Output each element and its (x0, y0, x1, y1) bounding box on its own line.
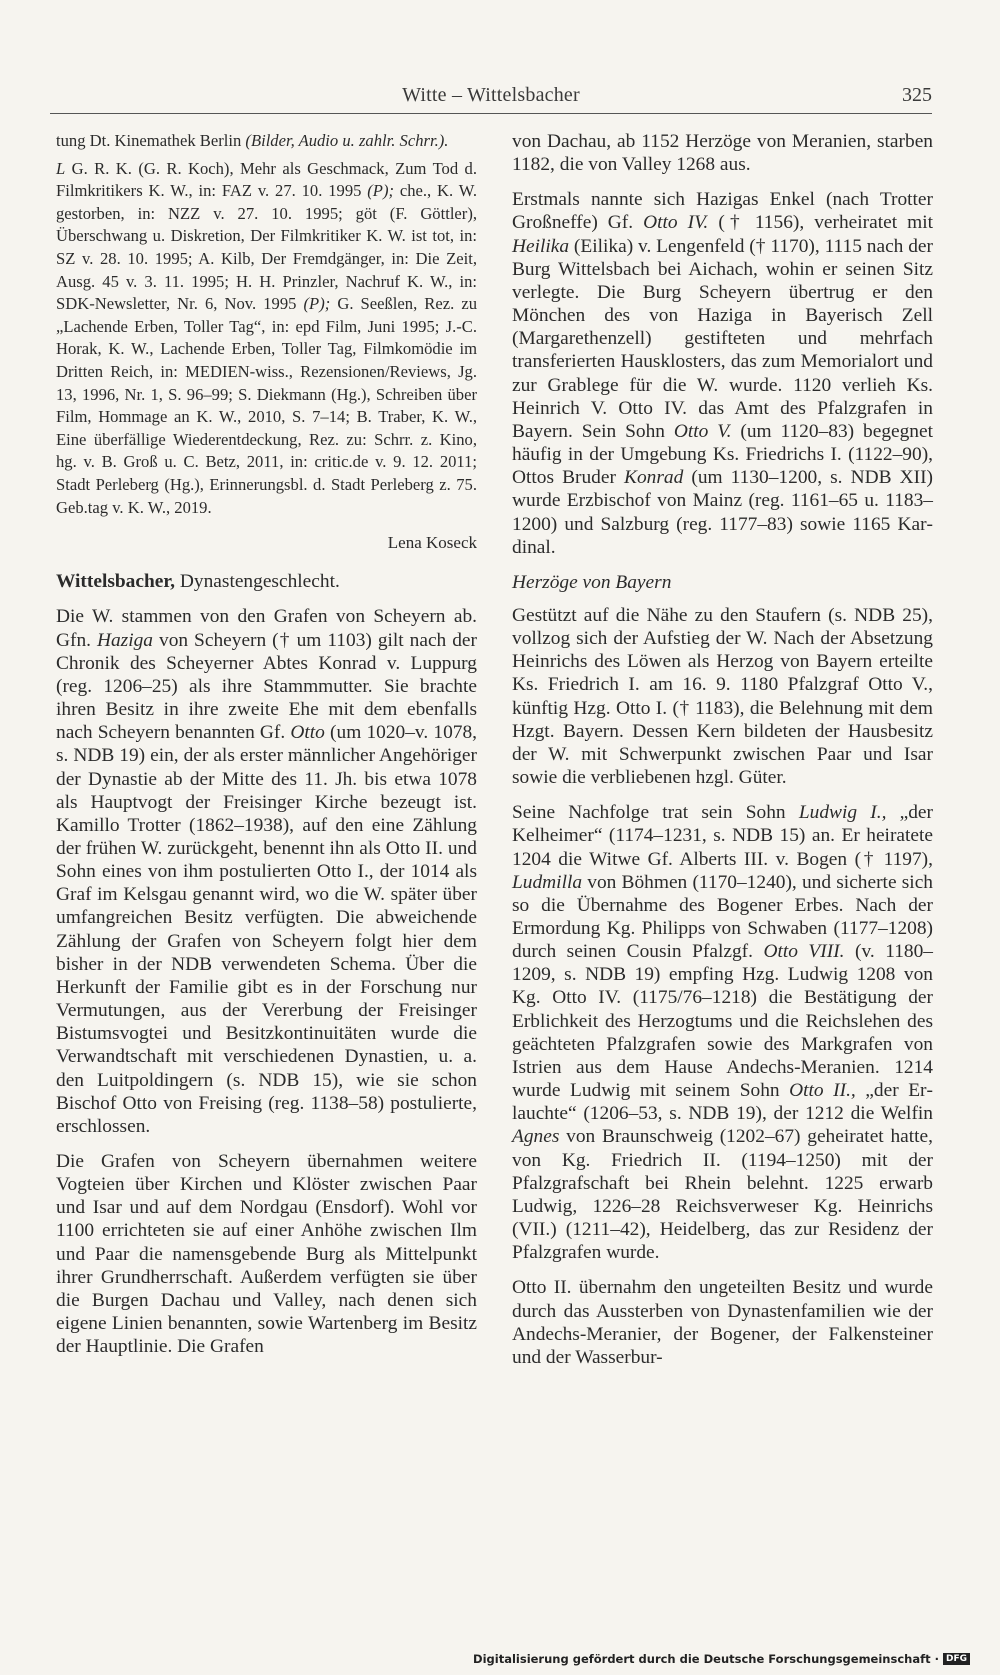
dfg-logo: DFG (943, 1653, 970, 1665)
running-header (50, 84, 932, 114)
text-run: Otto V. (673, 420, 732, 442)
paragraph (512, 604, 933, 789)
text-run: (um 1020–v. 1078, s. NDB 19) ein, der als erster männlicher Angehöriger der Dynastie ab der Mitte des 11. Jh. bis etwa 1078 als Hauptvogt der Freisinger Kirche bezeugt ist. Kamillo Trotter (1862–1938), auf den eine Zählung der frühen W. zurückgeht, benennt ihn als Otto II. und Sohn eines von ihm postulierten Otto I., der 1014 als Graf im Kelsgau genannt wird, wo die W. später über umfangreichen Besitz verfügten. Die abweichende Zählung der Grafen von Scheyern folgt hier dem bisher in der NDB verwendeten Schema. Über die Herkunft der Familie gibt es in der Forschung nur Vermutungen, aus der Vererbung der Freisinger Bistumsvogtei und Besitzkontinuitäten wurde die Verwandtschaft mit verschiedenen Dynastien, u. a. den Luitpoldingern (s. NDB 15), wie sie schon Bischof Otto von Freising (reg. 1138–58) postulierte, erschlossen. (56, 722, 478, 1137)
paragraph (56, 1150, 477, 1358)
text-run: che., K. W. gestorben, in: NZZ v. 27. 10. 1995; göt (F. Göttler), Überschwang u. Diskretion, Der Filmkritiker K. W. ist tot, in: SZ v. 28. 10. 1995; A. Kilb, Der Fremdgänger, in: Die Zeit, Ausg. 45 v. 3. 11. 1995; H. H. Prinzler, Nachruf K. W., in: SDK-Newsletter, Nr. 6, Nov. 1995 (56, 181, 478, 314)
text-run: (um 1130–1200, s. NDB XII) wurde Erzbischof von Mainz (reg. 1161–65 u. 1183–1200) und Salzburg (reg. 1177–83) sowie 1165 Kardinal. (512, 467, 933, 558)
text-run: Konrad (624, 467, 684, 489)
text-run: Heilika (512, 235, 570, 257)
text-run: Ludwig I., (798, 802, 887, 824)
text-run: von Böhmen (1170–1240), und sicherte sich so die Übernahme des Bogener Erbes. Nach der Ermordung Kg. Philipps von Schwaben (1177–1208) durch seinen Cousin Pfalzgf. (512, 871, 933, 963)
article-author: Lena Koseck (387, 533, 477, 553)
text-run: (Bilder, Audio u. zahlr. Schrr.). (245, 131, 449, 150)
text-run: tung Dt. Kinemathek Berlin (56, 131, 246, 150)
text-run: Haziga (96, 629, 154, 651)
text-run: von Braunschweig (1202–67) geheiratet hatte, von Kg. Friedrich II. (1194–1250) mit der Pfalzgrafschaft bei Rhein belehnt. 1225 erwarb Ludwig, 1226–28 Reichsverweser Kg. Heinrichs (VII.) (1211–42), Heidelberg, das zur Residenz der Pfalzgrafen wurde. (512, 1126, 933, 1264)
text-run: Otto VIII. (763, 941, 845, 963)
text-run: „der Kelheimer“ (1174–1231, s. NDB 15) an. Er heiratete 1204 die Witwe Gf. Alberts III. v. Bogen († 1197), (512, 802, 934, 870)
text-run: G. Seeßlen, Rez. zu „Lachende Erben, Toller Tag“, in: epd Film, Juni 1995; J.-C. Horak, K. W., Lachende Erben, Toller Tag, Filmkomödie im Dritten Reich, in: MEDIEN-wiss., Rezensionen/Reviews, Jg. 13, 1996, Nr. 1, S. 96–99; S. Diekmann (Hg.), Schreiben über Film, Hommage an K. W., 2010, S. 7–14; B. Traber, K. W., Eine überfällige Wiederentdeckung, Rez. zu: Schrr. z. Kino, hg. v. B. Groß u. C. Betz, 2011, in: critic.de v. 9. 12. 2011; Stadt Perleberg (Hg.), Erinnerungsbl. d. Stadt Perleberg z. 75. Geb.tag v. K. W., 2019. (56, 294, 477, 517)
text-run: Seine Nachfolge trat sein Sohn (512, 802, 799, 824)
text-run: (v. 1180–1209, s. NDB 19) empfing Hzg. Ludwig 1208 von Kg. Otto IV. (1175/76–1218) die Bestätigung der Erblichkeit des Herzogtums und die Reichslehen des geächteten Pfalzgrafen sowie des Markgrafen von Istrien aus dem Hause Andechs-Meranien. 1214 wurde Ludwig mit seinem Sohn (512, 941, 934, 1102)
text-run: G. R. K. (G. R. Koch), Mehr als Geschmack, Zum Tod d. Filmkritikers K. W., in: FAZ v. 27. 10. 1995 (56, 158, 477, 201)
text-run: von Scheyern († um 1103) gilt nach der Chronik des Scheyerner Abtes Konrad v. Luppurg (reg. 1206–25) als ihre Stammmutter. Sie brachte ihren Besitz in ihre zweite Ehe mit dem ebenfalls nach Scheyern benannten Gf. (56, 629, 477, 744)
right-column (512, 130, 933, 1381)
paragraph (512, 188, 933, 559)
literature-tail (56, 130, 477, 153)
text-run: „der Erlauchte“ (1206–53, s. NDB 19), der 1212 die Welfin (512, 1080, 933, 1125)
paragraph (512, 130, 933, 176)
article-headword (56, 570, 477, 593)
page-number: 325 (902, 84, 932, 106)
text-run: L (56, 158, 66, 178)
literature-list (56, 158, 477, 520)
text-run: Gestützt auf die Nähe zu den Staufern (s. NDB 25), vollzog sich der Aufstieg der W. Nach der Absetzung Heinrichs des Löwen als Herzog von Bayern erteilte Ks. Friedrich I. am 16. 9. 1180 Pfalzgraf Otto V., künftig Hzg. Otto I. († 1183), die Belehnung mit dem Hzgt. Bayern. Dessen Kern bildeten der Hausbesitz der W. mit Schwerpunkt zwischen Paar und Isar sowie die verbliebenen hzgl. Güter. (512, 604, 933, 789)
paragraph (512, 801, 933, 1264)
text-run: Die W. stammen von den Grafen von Scheyern ab. Gfn. (56, 606, 477, 651)
text-run: (um 1120–83) begegnet häufig in der Umgebung Ks. Friedrichs I. (1122–90), Ottos Bruder (512, 420, 934, 489)
text-run: Otto II., (789, 1080, 856, 1102)
text-run: (Eilika) v. Lengenfeld († 1170), 1115 nach der Burg Wittelsbach bei Aichach, wohin er seinen Sitz verlegte. Die Burg Scheyern übertrug er den Mönchen des von Haziga in Bayerisch Zell (Margarethenzell) gestifteten und mehrfach transferierten Hausklosters, das zum Memorialort und zur Grablege für die W. wurde. 1120 verlieh Ks. Heinrich V. Otto IV. das Amt des Pfalzgrafen in Bayern. Sein Sohn (512, 235, 933, 442)
credit-text: Digitalisierung gefördert durch die Deutsche Forschungsgemeinschaft · (473, 1652, 939, 1666)
text-run: (P); (367, 181, 394, 201)
text-run: Otto IV. (643, 212, 709, 234)
digitization-credit (473, 1652, 970, 1666)
text-run: Erstmals nannte sich Hazigas Enkel (nach Trotter Großneffe) Gf. (512, 189, 933, 234)
paragraph (512, 1276, 933, 1369)
text-run: Otto II. übernahm den ungeteilten Besitz und wurde durch das Aussterben von Dynastenfamilien wie der Andechs-Meranier, der Bogener, der Falkensteiner und der Wasserbur- (512, 1277, 933, 1368)
section-heading: Herzöge von Bayern (512, 571, 672, 593)
paragraph (56, 605, 477, 1138)
header-rule (50, 113, 932, 114)
running-title: Witte – Wittelsbacher (402, 84, 580, 106)
text-run: Ludmilla (512, 871, 583, 893)
text-run: Otto (290, 722, 325, 744)
text-run: Agnes (512, 1126, 560, 1148)
text-run: Wittelsbacher, (56, 571, 176, 593)
text-run: Die Grafen von Scheyern übernahmen weitere Vogteien über Kirchen und Klöster zwischen Paar und Isar und auf dem Nordgau (Ensdorf). Wohl vor 1100 errichteten sie auf einer Anhöhe zwischen Ilm und Paar die namensgebende Burg als Mittelpunkt ihrer Grundherrschaft. Außerdem verfügten sie über die Burgen Dachau und Valley, nach denen sich eigene Linien benannten, sowie Wartenberg im Besitz der Hauptlinie. Die Grafen (56, 1151, 477, 1358)
text-run: Dynastengeschlecht. (175, 571, 340, 593)
text-run: von Dachau, ab 1152 Herzöge von Meranien, starben 1182, die von Valley 1268 aus. (512, 131, 933, 176)
text-run: (P); (303, 294, 331, 314)
left-column (56, 130, 477, 1370)
text-run: († 1156), verheiratet mit (708, 212, 933, 234)
